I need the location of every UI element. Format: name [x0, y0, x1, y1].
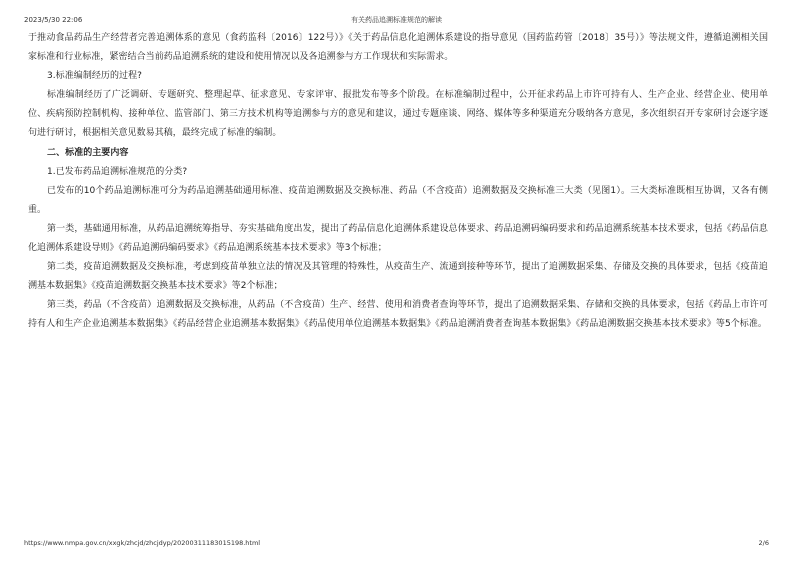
- print-datetime: 2023/5/30 22:06: [24, 16, 83, 24]
- question-heading-classification: 1.已发布药品追溯标准规范的分类?: [47, 166, 188, 177]
- paragraph-category-two: 第二类，疫苗追溯数据及交换标准，考虑到疫苗单独立法的情况及其管理的特殊性，从疫苗生产、流通到接种等环节，提出了追溯数据采集、存储及交换的具体要求，包括《疫苗追溯基本数据集》《疫苗追溯数据交换基本技术要求》等2个标准；: [28, 262, 768, 292]
- paragraph-continued: 于推动食品药品生产经营者完善追溯体系的意见（食药监科〔2016〕122号）》《关于药品信息化追溯体系建设的指导意见（国药监药管〔2018〕35号）》等法规文件，遵循追溯相关国家标准和行业标准，紧密结合当前药品追溯系统的建设和使用情况以及各追溯参与方工作现状和实际需求。: [28, 33, 768, 63]
- section-heading-main-content: 二、标准的主要内容: [47, 147, 129, 158]
- print-footer: [24, 537, 769, 549]
- paragraph-category-one: 第一类，基础通用标准，从药品追溯统筹指导、夯实基础角度出发，提出了药品信息化追溯体系建设总体要求、药品追溯码编码要求和药品追溯系统基本技术要求，包括《药品信息化追溯体系建设导则》《药品追溯码编码要求》《药品追溯系统基本技术要求》等3个标准；: [28, 223, 768, 254]
- paragraph-category-three: 第三类，药品（不含疫苗）追溯数据及交换标准，从药品（不含疫苗）生产、经营、使用和消费者查询等环节，提出了追溯数据采集、存储和交换的具体要求，包括《药品上市许可持有人和生产企业追溯基本数据集》《药品经营企业追溯基本数据集》《药品使用单位追溯基本数据集》《药品追溯消费者查询基本数据集》《药品追溯数据交换基本技术要求》等5个标准。: [28, 300, 768, 330]
- paragraph-classification: 已发布的10个药品追溯标准可分为药品追溯基础通用标准、疫苗追溯数据及交换标准、药品（不含疫苗）追溯数据及交换标准三大类（见图1）。三大类标准既相互协调，又各有侧重。: [28, 185, 768, 215]
- source-url: https://www.nmpa.gov.cn/xxgk/zhcjd/zhcjdyp/20200311183015198.html: [24, 539, 261, 547]
- print-header: [24, 14, 769, 26]
- page-number: 2/6: [758, 539, 769, 547]
- article-body: [28, 29, 768, 335]
- question-heading-process: 3.标准编制经历的过程?: [47, 71, 142, 82]
- document-title: 有关药品追溯标准规范的解读: [351, 16, 442, 24]
- paragraph-process: 标准编制经历了广泛调研、专题研究、整理起草、征求意见、专家评审、报批发布等多个阶段。在标准编制过程中，公开征求药品上市许可持有人、生产企业、经营企业、使用单位、疾病预防控制机构、接种单位、监管部门、第三方技术机构等追溯参与方的意见和建议，通过专题座谈、网络、媒体等多种渠道充分吸纳各方意见，多次组织召开专家研讨会逐字逐句进行研讨，根据相关意见数易其稿，最终完成了标准的编制。: [28, 90, 768, 139]
